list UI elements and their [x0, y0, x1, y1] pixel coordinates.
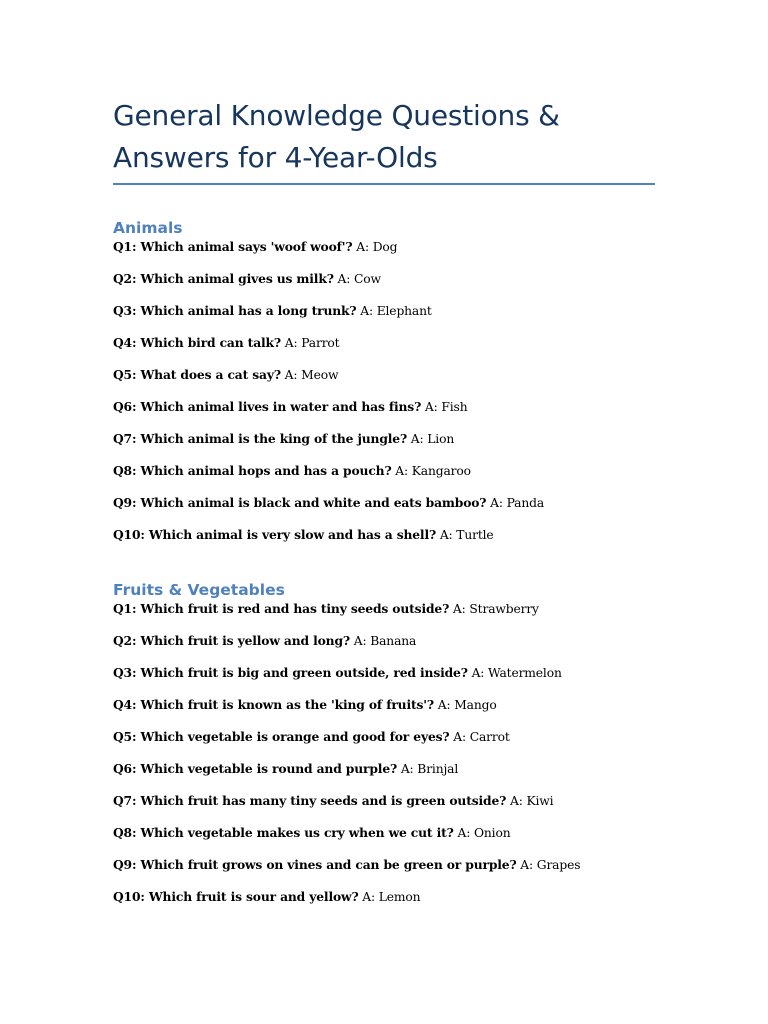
question-text: Q10: Which fruit is sour and yellow? — [113, 889, 359, 904]
question-text: Q3: Which animal has a long trunk? — [113, 303, 357, 318]
question-text: Q4: Which bird can talk? — [113, 335, 281, 350]
qa-item — [113, 271, 655, 303]
answer-text: A: Banana — [353, 634, 417, 648]
answer-text: A: Mango — [437, 698, 497, 712]
qa-item — [113, 527, 655, 559]
qa-item — [113, 793, 655, 825]
qa-item — [113, 463, 655, 495]
answer-text: A: Elephant — [360, 304, 432, 318]
page-title-line-1: General Knowledge Questions & — [113, 99, 560, 132]
section-heading: Fruits & Vegetables — [113, 581, 285, 599]
page-title-line-2: Answers for 4-Year-Olds — [113, 141, 438, 174]
question-text: Q7: Which animal is the king of the jungle? — [113, 431, 408, 446]
question-text: Q7: Which fruit has many tiny seeds and is green outside? — [113, 793, 507, 808]
qa-list — [113, 239, 655, 559]
question-text: Q8: Which animal hops and has a pouch? — [113, 463, 392, 478]
answer-text: A: Carrot — [453, 730, 510, 744]
qa-item — [113, 367, 655, 399]
question-text: Q6: Which vegetable is round and purple? — [113, 761, 398, 776]
answer-text: A: Watermelon — [471, 666, 562, 680]
question-text: Q3: Which fruit is big and green outside, red inside? — [113, 665, 468, 680]
qa-item — [113, 399, 655, 431]
qa-item — [113, 335, 655, 367]
qa-item — [113, 303, 655, 335]
question-text: Q5: Which vegetable is orange and good for eyes? — [113, 729, 450, 744]
qa-item — [113, 431, 655, 463]
question-text: Q1: Which animal says 'woof woof'? — [113, 239, 353, 254]
qa-item — [113, 761, 655, 793]
answer-text: A: Grapes — [520, 858, 581, 872]
answer-text: A: Kiwi — [509, 794, 554, 808]
answer-text: A: Panda — [490, 496, 545, 510]
question-text: Q4: Which fruit is known as the 'king of fruits'? — [113, 697, 434, 712]
qa-list — [113, 601, 655, 921]
question-text: Q9: Which fruit grows on vines and can be green or purple? — [113, 857, 517, 872]
question-text: Q2: Which fruit is yellow and long? — [113, 633, 350, 648]
answer-text: A: Strawberry — [452, 602, 539, 616]
answer-text: A: Turtle — [439, 528, 494, 542]
section-fruits-vegetables — [113, 579, 655, 921]
question-text: Q6: Which animal lives in water and has fins? — [113, 399, 422, 414]
answer-text: A: Dog — [356, 240, 398, 254]
answer-text: A: Meow — [284, 368, 339, 382]
section-heading: Animals — [113, 219, 183, 237]
qa-item — [113, 729, 655, 761]
question-text: Q10: Which animal is very slow and has a shell? — [113, 527, 437, 542]
qa-item — [113, 633, 655, 665]
answer-text: A: Brinjal — [400, 762, 459, 776]
answer-text: A: Kangaroo — [395, 464, 471, 478]
question-text: Q9: Which animal is black and white and eats bamboo? — [113, 495, 487, 510]
answer-text: A: Onion — [457, 826, 511, 840]
question-text: Q5: What does a cat say? — [113, 367, 281, 382]
question-text: Q8: Which vegetable makes us cry when we cut it? — [113, 825, 454, 840]
question-text: Q2: Which animal gives us milk? — [113, 271, 334, 286]
answer-text: A: Lion — [410, 432, 455, 446]
qa-item — [113, 239, 655, 271]
answer-text: A: Fish — [424, 400, 468, 414]
qa-item — [113, 697, 655, 729]
qa-item — [113, 665, 655, 697]
qa-item — [113, 601, 655, 633]
qa-item — [113, 857, 655, 889]
question-text: Q1: Which fruit is red and has tiny seeds outside? — [113, 601, 450, 616]
answer-text: A: Parrot — [284, 336, 340, 350]
section-animals — [113, 217, 655, 559]
title-underline — [113, 183, 655, 185]
answer-text: A: Cow — [337, 272, 381, 286]
page-title — [113, 95, 655, 179]
answer-text: A: Lemon — [362, 890, 421, 904]
qa-item — [113, 495, 655, 527]
qa-item — [113, 825, 655, 857]
document-page — [113, 95, 655, 921]
qa-item — [113, 889, 655, 921]
